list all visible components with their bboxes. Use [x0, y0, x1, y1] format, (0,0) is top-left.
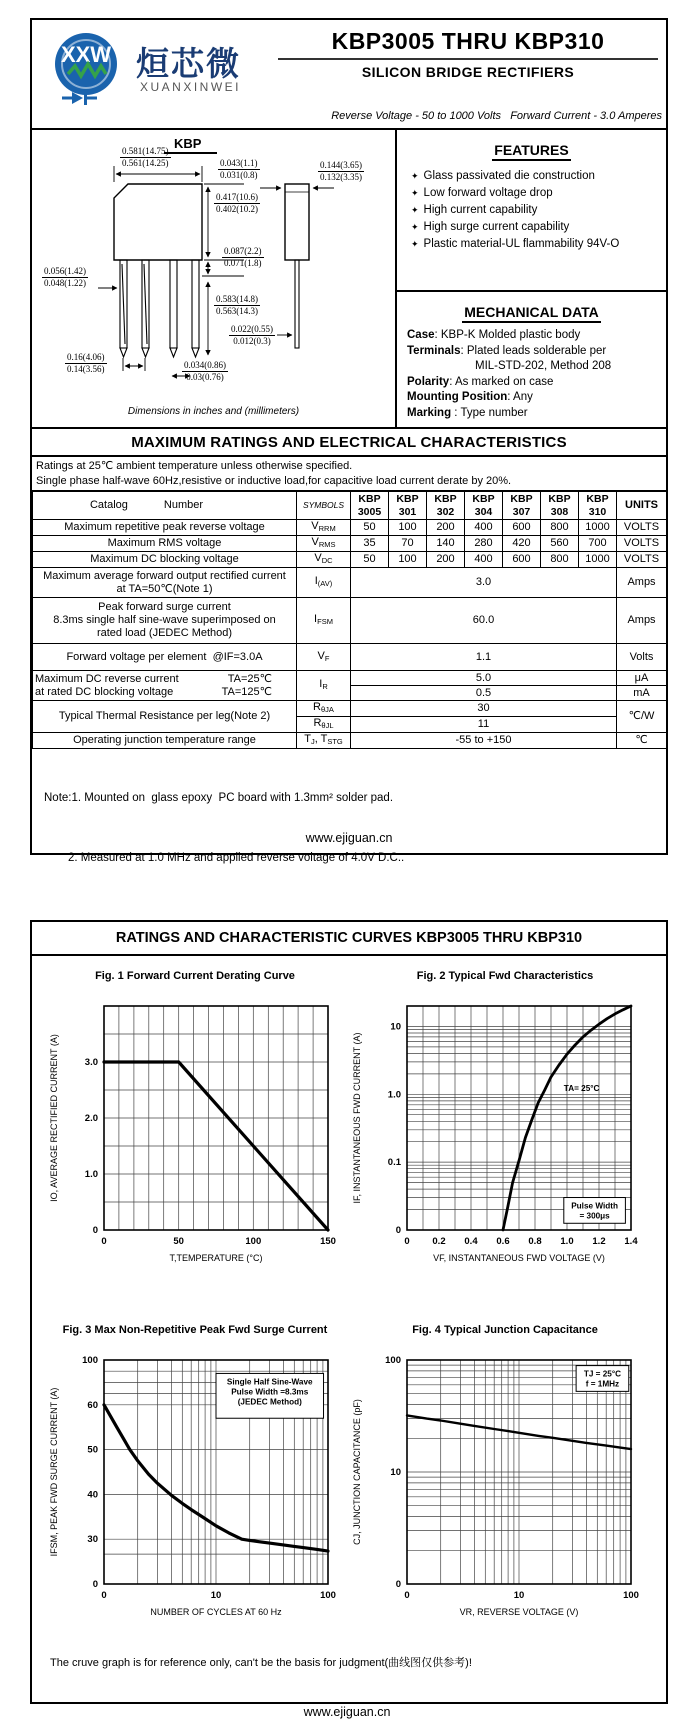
svg-text:(JEDEC Method): (JEDEC Method): [237, 1397, 302, 1407]
footnote-2: 2. Measured at 1.0 MHz and applied reverse voltage of 4.0V D.C..: [68, 852, 405, 864]
bullet-icon: ✦: [411, 222, 419, 232]
dim-side-width: $\frac{0.144(3.65)}{0.132(3.35)}$: [320, 160, 362, 182]
header-device: [503, 492, 541, 520]
svg-text:Pulse Width =8.3ms: Pulse Width =8.3ms: [231, 1387, 309, 1397]
fig4-typical-junction-capacitance-svg: [347, 1346, 657, 1648]
svg-text:0.6: 0.6: [496, 1236, 510, 1247]
svg-text:TJ = 25°C: TJ = 25°C: [583, 1369, 622, 1379]
device-prefix: KBP: [548, 492, 571, 505]
dim-body-width: $\frac{0.581(14.75)}{0.561(14.25)}$: [122, 146, 169, 168]
mechanical-data-lines: [407, 328, 666, 421]
row-value: 11: [351, 717, 617, 733]
fig1-chart: [44, 992, 354, 1294]
symbol-part: , T: [314, 733, 328, 745]
row-label: Maximum repetitive peak reverse voltage: [33, 520, 297, 536]
device-prefix: KBP: [586, 492, 609, 505]
svg-text:3.0: 3.0: [84, 1057, 98, 1068]
row-symbol: [297, 701, 351, 717]
row-value: 280: [465, 536, 503, 552]
device-prefix: KBP: [396, 492, 419, 505]
svg-text:10: 10: [513, 1590, 525, 1601]
row-value: -55 to +150: [351, 733, 617, 749]
svg-text:0: 0: [101, 1236, 107, 1247]
svg-text:CJ, JUNCTION CAPACITANCE (pF): CJ, JUNCTION CAPACITANCE (pF): [352, 1399, 362, 1545]
device-suffix: 301: [398, 505, 417, 518]
ratings-conditions: [32, 457, 666, 491]
row-value: 100: [389, 520, 427, 536]
label-condition: TA=125℃: [221, 685, 272, 698]
symbol-part: R: [313, 717, 322, 729]
row-unit: ℃/W: [617, 701, 667, 733]
row-value: 800: [541, 552, 579, 568]
row-label: [33, 671, 297, 701]
title-block: [276, 28, 660, 80]
svg-text:100: 100: [623, 1590, 639, 1601]
mechanical-line: [407, 359, 666, 375]
ratings-table-wrap: [32, 491, 666, 749]
device-prefix: KBP: [434, 492, 457, 505]
package-outline-section: [32, 130, 397, 427]
svg-text:0: 0: [92, 1225, 98, 1236]
ratings-table: [32, 491, 667, 749]
bullet-icon: ✦: [411, 171, 419, 181]
row-value: 3.0: [351, 568, 617, 598]
bullet-icon: ✦: [411, 205, 419, 215]
symbol-part: T: [304, 733, 311, 745]
dim-lead-width: $\frac{0.056(1.42)}{0.048(1.22)}$: [44, 266, 86, 288]
svg-text:0.2: 0.2: [432, 1236, 446, 1247]
website-link-bottom[interactable]: www.ejiguan.cn: [303, 1705, 391, 1719]
device-suffix: 302: [436, 505, 455, 518]
fig2-chart: [347, 992, 657, 1294]
svg-text:100: 100: [320, 1590, 336, 1601]
row-value: 700: [579, 536, 617, 552]
row-label: [33, 568, 297, 598]
svg-text:0: 0: [404, 1236, 410, 1247]
label-line: Maximum average forward output rectified current: [43, 569, 286, 582]
svg-text:1.2: 1.2: [592, 1236, 606, 1247]
svg-text:1.4: 1.4: [624, 1236, 638, 1247]
datasheet-page-2: [30, 920, 668, 1704]
feature-item: [411, 168, 666, 185]
company-name-english: XUANXINWEI: [140, 80, 242, 94]
fig2-title: Fig. 2 Typical Fwd Characteristics: [416, 970, 594, 982]
svg-text:50: 50: [173, 1236, 184, 1247]
svg-text:150: 150: [320, 1236, 336, 1247]
symbol-part: FSM: [317, 617, 333, 626]
symbol-part: (AV): [317, 579, 333, 588]
feature-text: High current capability: [423, 204, 538, 216]
device-type-subtitle: SILICON BRIDGE RECTIFIERS: [361, 64, 575, 80]
svg-text:0: 0: [92, 1579, 98, 1590]
label-text: at rated DC blocking voltage: [35, 685, 174, 698]
row-unit: Volts: [617, 644, 667, 671]
row-symbol: [297, 520, 351, 536]
svg-text:T,TEMPERATURE (°C): T,TEMPERATURE (°C): [169, 1253, 263, 1263]
svg-text:0.8: 0.8: [528, 1236, 542, 1247]
svg-text:1.0: 1.0: [560, 1236, 574, 1247]
symbol-part: I: [319, 678, 323, 690]
svg-text:NUMBER OF CYCLES AT 60 Hz: NUMBER OF CYCLES AT 60 Hz: [150, 1607, 282, 1617]
bullet-icon: ✦: [411, 188, 419, 198]
fig3-title: Fig. 3 Max Non-Repetitive Peak Fwd Surge Current: [62, 1324, 328, 1336]
svg-text:Single Half Sine-Wave: Single Half Sine-Wave: [226, 1377, 313, 1387]
curves-banner: RATINGS AND CHARACTERISTIC CURVES KBP3005 THRU KBP310: [32, 922, 666, 956]
row-value: 35: [351, 536, 389, 552]
row-symbol: [297, 671, 351, 701]
row-value: 100: [389, 552, 427, 568]
svg-text:0: 0: [101, 1590, 107, 1601]
header-device: [389, 492, 427, 520]
row-value: 140: [427, 536, 465, 552]
svg-text:XXW: XXW: [60, 42, 112, 67]
svg-text:0.4: 0.4: [464, 1236, 478, 1247]
row-value: 5.0: [351, 671, 617, 686]
symbol-part: RRM: [318, 524, 336, 533]
company-name-chinese: 烜芯微: [136, 45, 241, 82]
mechanical-data-section: [397, 292, 666, 427]
fig2-typical-fwd-characteristics-svg: [347, 992, 657, 1294]
label-line: rated load (JEDEC Method): [96, 627, 233, 639]
svg-text:10: 10: [210, 1590, 222, 1601]
symbol-part: DC: [321, 556, 333, 565]
label-line: Peak forward surge current: [98, 601, 231, 613]
device-suffix: 310: [588, 505, 607, 518]
fig3-peak-fwd-surge-current-svg: [44, 1346, 354, 1648]
row-value: 400: [465, 520, 503, 536]
row-symbol: [297, 568, 351, 598]
dim-lead-thickness: $\frac{0.022(0.55)}{0.012(0.3)}$: [231, 324, 273, 346]
mechanical-line: [407, 375, 666, 391]
svg-text:Pulse Width: Pulse Width: [571, 1201, 618, 1211]
ratings-banner: MAXIMUM RATINGS AND ELECTRICAL CHARACTERISTICS: [32, 427, 666, 457]
mechanical-value: : Plated leads solderable per: [460, 344, 607, 357]
header-device: [579, 492, 617, 520]
row-unit: mA: [617, 686, 667, 701]
features-list: [411, 168, 666, 253]
device-suffix: 3005: [357, 505, 382, 518]
mechanical-value: : As marked on case: [449, 375, 554, 388]
row-symbol: [297, 733, 351, 749]
svg-text:0: 0: [395, 1579, 401, 1590]
dimensions-caption: Dimensions in inches and (millimeters): [127, 406, 300, 417]
dim-lead-length: $\frac{0.583(14.8)}{0.563(14.3)}$: [216, 294, 258, 316]
row-value: 200: [427, 520, 465, 536]
mechanical-value: : KBP-K Molded plastic body: [434, 329, 581, 341]
ratings-condition-line1: Ratings at 25℃ ambient temperature unless otherwise specified.: [36, 460, 353, 472]
dim-side-thickness: $\frac{0.043(1.1)}{0.031(0.8)}$: [220, 158, 258, 180]
row-value: 600: [503, 520, 541, 536]
svg-text:2.0: 2.0: [84, 1113, 98, 1124]
row-unit: ℃: [617, 733, 667, 749]
row-symbol: [297, 598, 351, 644]
row-label: Maximum RMS voltage: [33, 536, 297, 552]
mechanical-label: Marking: [407, 406, 452, 419]
symbol-part: R: [322, 682, 328, 691]
row-value: 70: [389, 536, 427, 552]
svg-text:60: 60: [87, 1399, 98, 1411]
mechanical-value: : Type number: [451, 406, 528, 419]
feature-text: Low forward voltage drop: [423, 187, 553, 199]
device-prefix: KBP: [358, 492, 381, 505]
mechanical-value: MIL-STD-202, Method 208: [475, 360, 612, 372]
header-device: [427, 492, 465, 520]
row-label: [33, 644, 297, 671]
svg-text:IF, INSTANTANEOUS FWD CURRENT: IF, INSTANTANEOUS FWD CURRENT (A): [352, 1032, 362, 1204]
svg-text:VR, REVERSE VOLTAGE (V): VR, REVERSE VOLTAGE (V): [459, 1607, 579, 1617]
label-line: 8.3ms single half sine-wave superimposed on: [53, 614, 276, 626]
package-name: KBP: [164, 136, 217, 154]
row-symbol: [297, 552, 351, 568]
svg-text:10: 10: [390, 1467, 401, 1478]
feature-text: Plastic material-UL flammability 94V-O: [423, 238, 620, 250]
svg-text:IO, AVERAGE RECTIFIED CURRENT: IO, AVERAGE RECTIFIED CURRENT (A): [49, 1034, 59, 1202]
feature-item: [411, 185, 666, 202]
disclaimer-text: The cruve graph is for reference only, can't be the basis for judgment(曲线图仅供参考)!: [50, 1657, 472, 1669]
feature-item: [411, 236, 666, 253]
svg-text:1.0: 1.0: [387, 1089, 401, 1101]
header-number: Number: [163, 499, 204, 511]
fig4-chart: [347, 1346, 657, 1648]
footnote-1: Note:1. Mounted on glass epoxy PC board with 1.3mm² solder pad.: [44, 792, 394, 804]
row-value: 30: [351, 701, 617, 717]
svg-text:IFSM, PEAK FWD SURGE CURRENT: IFSM, PEAK FWD SURGE CURRENT (A): [49, 1387, 59, 1557]
dim-body-height: $\frac{0.417(10.6)}{0.402(10.2)}$: [216, 192, 258, 214]
label-line: Operating junction temperature range: [73, 734, 256, 746]
mechanical-data-title: MECHANICAL DATA: [397, 304, 666, 320]
header-symbols: SYMBOLS: [297, 492, 351, 520]
label-line: at TA=50℃(Note 1): [116, 582, 213, 595]
symbol-part: θJA: [321, 705, 334, 714]
row-value: 60.0: [351, 598, 617, 644]
company-logo: [48, 28, 278, 123]
row-unit: VOLTS: [617, 536, 667, 552]
label-text: Maximum DC reverse current: [35, 672, 179, 685]
row-label: [33, 598, 297, 644]
header-device: [351, 492, 389, 520]
svg-text:30: 30: [87, 1534, 98, 1546]
features-title: FEATURES: [397, 142, 666, 158]
fig4-title: Fig. 4 Typical Junction Capacitance: [412, 1324, 598, 1336]
row-label: [33, 733, 297, 749]
logo-mark-icon: [48, 28, 128, 112]
features-section: [397, 130, 666, 292]
symbol-part: J: [310, 737, 315, 746]
mechanical-label: Case: [407, 329, 435, 341]
part-number-title: KBP3005 THRU KBP310: [331, 28, 605, 54]
svg-text:VF, INSTANTANEOUS FWD VOLTAGE: VF, INSTANTANEOUS FWD VOLTAGE (V): [433, 1253, 605, 1263]
dim-lead-spacing: $\frac{0.16(4.06)}{0.14(3.56)}$: [67, 352, 105, 374]
row-unit: Amps: [617, 568, 667, 598]
svg-text:1.0: 1.0: [84, 1169, 98, 1180]
row-unit: VOLTS: [617, 552, 667, 568]
label-line: [35, 686, 294, 699]
header-device: [541, 492, 579, 520]
feature-item: [411, 219, 666, 236]
symbol-part: I: [314, 613, 318, 625]
device-suffix: 308: [550, 505, 569, 518]
row-value: 200: [427, 552, 465, 568]
row-label: Typical Thermal Resistance per leg(Note 2): [33, 701, 297, 733]
svg-text:100: 100: [385, 1355, 401, 1366]
mechanical-line: [407, 344, 666, 360]
row-unit: VOLTS: [617, 520, 667, 536]
label-line: [35, 673, 294, 686]
ratings-tagline: Reverse Voltage - 50 to 1000 Volts Forward Current - 3.0 Amperes: [331, 110, 662, 122]
svg-text:100: 100: [82, 1355, 98, 1366]
device-prefix: KBP: [510, 492, 533, 505]
device-suffix: 304: [474, 505, 493, 518]
symbol-part: RMS: [318, 540, 336, 549]
header-catalog-number: [33, 492, 297, 520]
row-value: 800: [541, 520, 579, 536]
header-catalog: Catalog: [89, 499, 128, 511]
svg-text:100: 100: [245, 1236, 262, 1247]
row-unit: Amps: [617, 598, 667, 644]
symbol-part: V: [311, 520, 319, 532]
row-symbol: [297, 644, 351, 671]
header-device: [465, 492, 503, 520]
fig1-forward-current-derating-svg: [44, 992, 354, 1294]
dim-lead-shoulder: $\frac{0.087(2.2)}{0.071(1.8)}$: [224, 246, 262, 268]
row-value: 1000: [579, 552, 617, 568]
svg-text:0: 0: [395, 1225, 401, 1236]
row-value: 560: [541, 536, 579, 552]
label-line: Forward voltage per element @IF=3.0A: [66, 650, 263, 663]
row-unit: μA: [617, 671, 667, 686]
mechanical-line: [407, 390, 666, 406]
row-value: 0.5: [351, 686, 617, 701]
row-value: 1.1: [351, 644, 617, 671]
symbol-part: I: [314, 575, 318, 587]
label-condition: TA=25℃: [227, 672, 272, 685]
symbol-part: R: [313, 701, 321, 713]
feature-text: High surge current capability: [423, 221, 570, 233]
ratings-condition-line2: Single phase half-wave 60Hz,resistive or inductive load,for capacitive load current derate by 20%.: [36, 475, 512, 487]
svg-text:TA= 25°C: TA= 25°C: [563, 1084, 600, 1094]
row-value: 420: [503, 536, 541, 552]
mechanical-line: [407, 328, 666, 344]
mechanical-label: Polarity: [407, 375, 450, 388]
row-label: Maximum DC blocking voltage: [33, 552, 297, 568]
row-value: 50: [351, 552, 389, 568]
symbol-part: F: [324, 653, 330, 663]
symbol-part: V: [317, 649, 325, 662]
device-suffix: 307: [512, 505, 531, 518]
symbol-part: V: [314, 552, 322, 564]
header: [32, 20, 666, 130]
row-value: 400: [465, 552, 503, 568]
device-prefix: KBP: [472, 492, 495, 505]
row-value: 1000: [579, 520, 617, 536]
bullet-icon: ✦: [411, 239, 419, 249]
row-symbol: [297, 717, 351, 733]
svg-text:0: 0: [404, 1590, 410, 1601]
fig1-title: Fig. 1 Forward Current Derating Curve: [95, 970, 295, 982]
feature-text: Glass passivated die construction: [423, 170, 595, 182]
svg-text:40: 40: [87, 1489, 98, 1501]
mechanical-value: : Any: [507, 391, 533, 403]
row-value: 600: [503, 552, 541, 568]
feature-item: [411, 202, 666, 219]
header-units: UNITS: [617, 492, 667, 520]
website-link[interactable]: www.ejiguan.cn: [305, 831, 393, 845]
row-symbol: [297, 536, 351, 552]
dim-lead-tip: $\frac{0.034(0.86)}{0.03(0.76)}$: [184, 360, 226, 382]
mechanical-label: Mounting Position: [407, 391, 508, 403]
svg-text:10: 10: [390, 1021, 401, 1033]
row-value: 50: [351, 520, 389, 536]
mechanical-label: Terminals: [407, 344, 461, 357]
title-divider: [278, 58, 658, 60]
symbol-part: θJL: [321, 721, 334, 730]
svg-text:f = 1MHz: f = 1MHz: [585, 1379, 620, 1389]
fig3-chart: [44, 1346, 354, 1648]
mechanical-line: [407, 406, 666, 422]
svg-text:50: 50: [87, 1444, 98, 1456]
symbol-part: STG: [327, 737, 343, 746]
datasheet-page-1: [30, 18, 668, 864]
svg-text:= 300μs: = 300μs: [579, 1211, 610, 1221]
svg-text:0.1: 0.1: [387, 1157, 401, 1169]
symbol-part: V: [311, 536, 319, 548]
footnotes: [44, 748, 404, 908]
